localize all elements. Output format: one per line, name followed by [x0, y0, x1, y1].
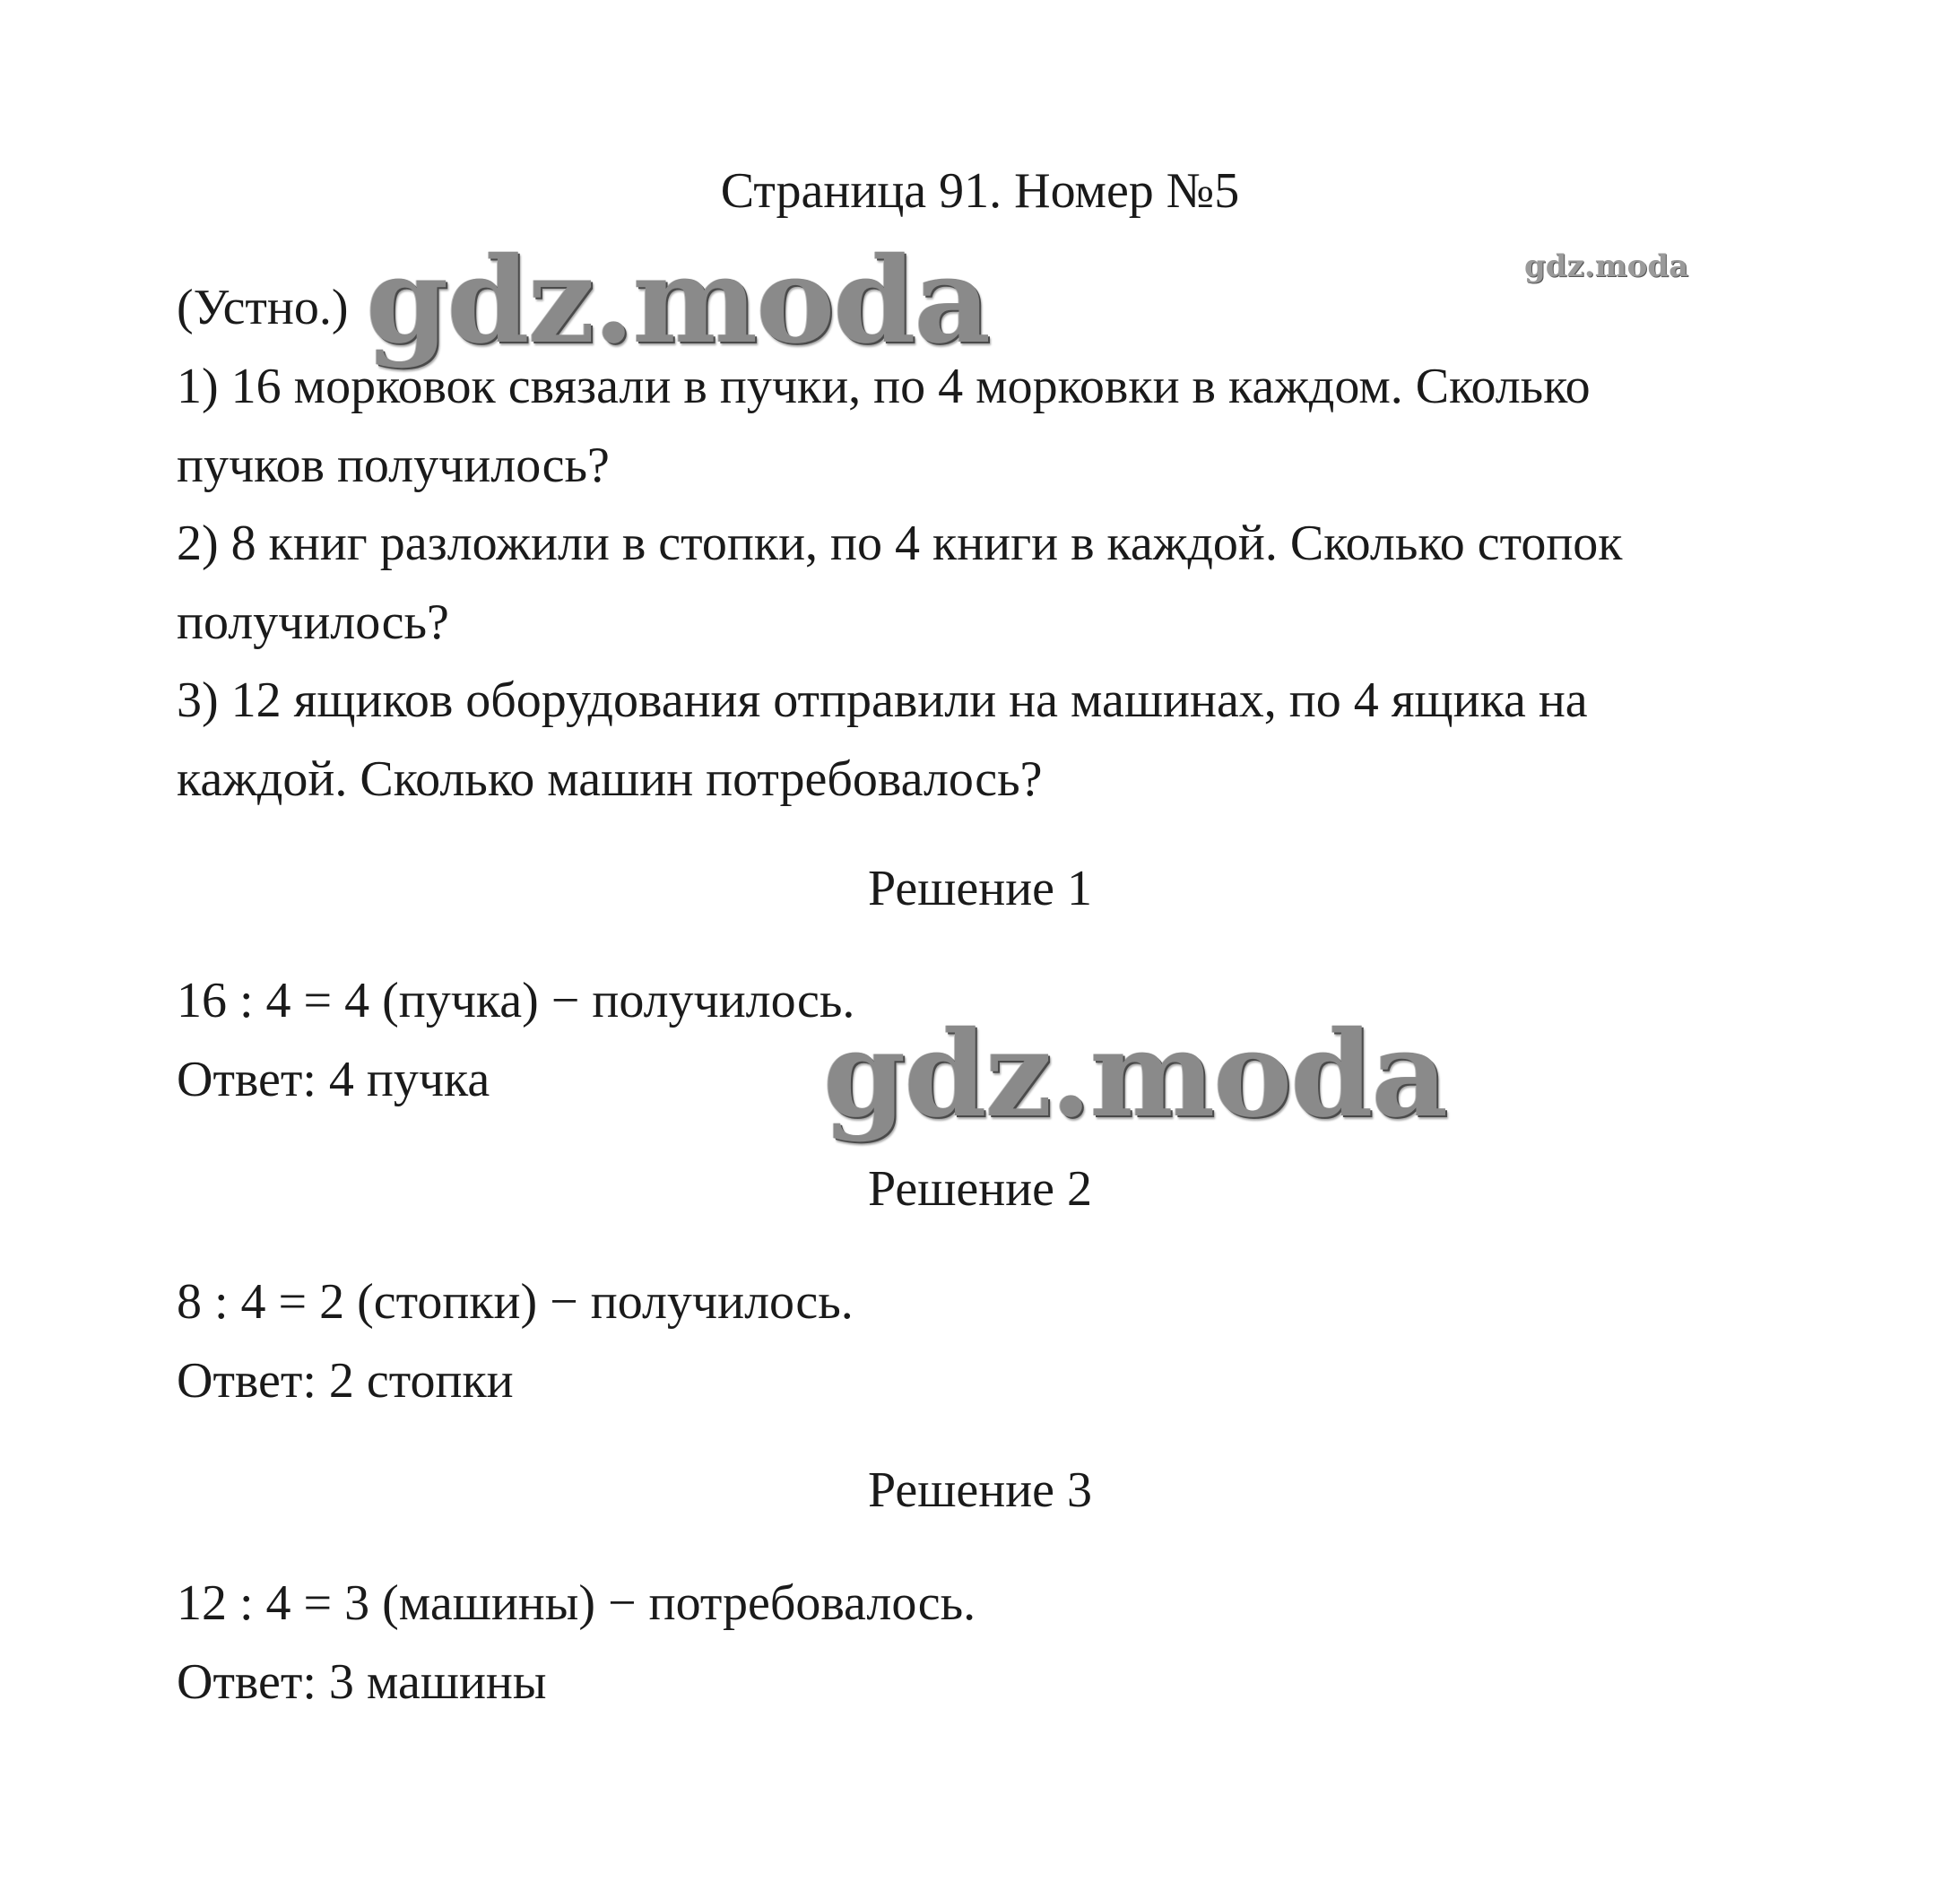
solution-equation: 12 : 4 = 3 (машины) − потребовалось.	[177, 1575, 976, 1631]
solution-answer: Ответ: 4 пучка	[177, 1052, 490, 1107]
solution-equation: 8 : 4 = 2 (стопки) − получилось.	[177, 1274, 854, 1330]
task-line: получилось?	[177, 594, 449, 650]
solution-heading: Решение 3	[867, 1462, 1093, 1518]
watermark-small: gdz.moda	[1524, 248, 1689, 284]
solution-answer: Ответ: 3 машины	[177, 1654, 547, 1710]
solution-equation: 16 : 4 = 4 (пучка) − получилось.	[177, 973, 855, 1028]
solution-heading: Решение 2	[867, 1161, 1093, 1217]
watermark-middle: gdz.moda	[823, 1005, 1447, 1144]
task-line: 2) 8 книг разложили в стопки, по 4 книги в каждой. Сколько стопок	[177, 516, 1623, 571]
solution-answer: Ответ: 2 стопки	[177, 1353, 514, 1409]
page-title: Страница 91. Номер №5	[720, 163, 1240, 219]
task-line: 3) 12 ящиков оборудования отправили на машинах, по 4 ящика на	[177, 672, 1588, 728]
solution-heading: Решение 1	[867, 861, 1093, 916]
task-line: 1) 16 морковок связали в пучки, по 4 морковки в каждом. Сколько	[177, 359, 1591, 414]
watermark-top: gdz.moda	[366, 231, 990, 370]
task-line: каждой. Сколько машин потребовалось?	[177, 751, 1043, 807]
task-intro: (Устно.)	[177, 280, 349, 335]
task-line: пучков получилось?	[177, 438, 610, 493]
